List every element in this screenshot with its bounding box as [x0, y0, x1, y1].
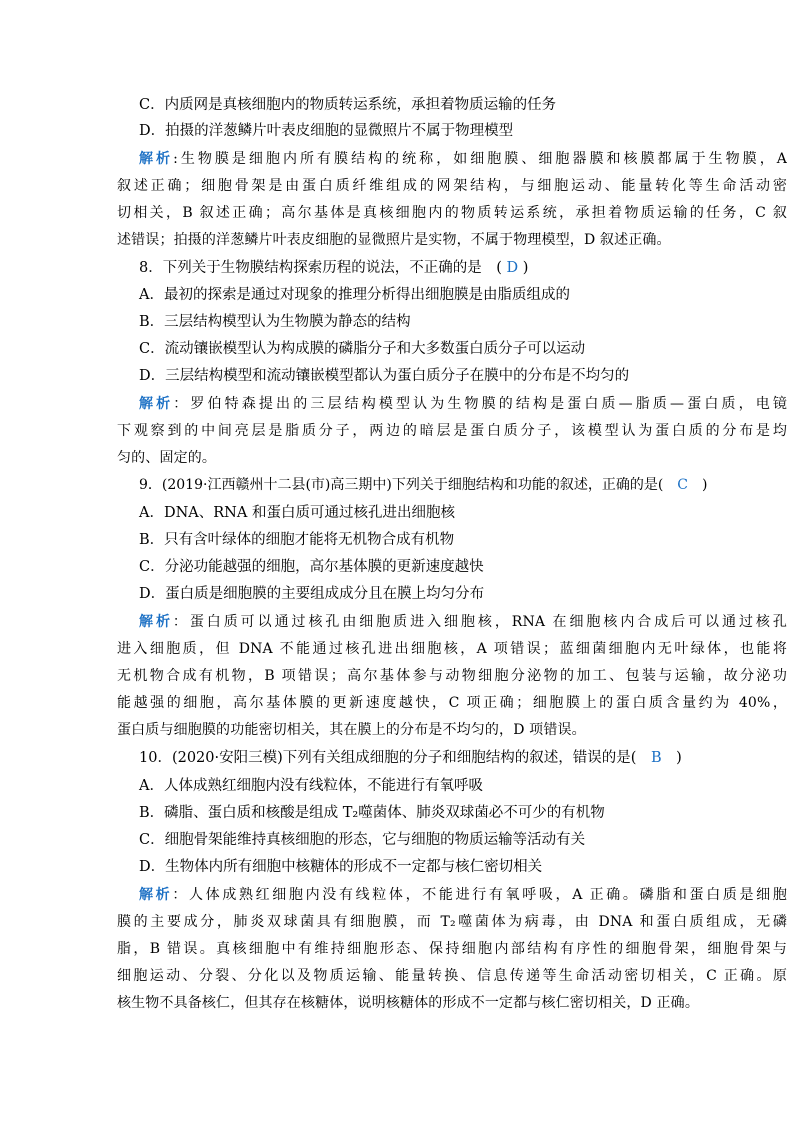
option-b: B．磷脂、蛋白质和核酸是组成 T₂噬菌体、肺炎双球菌必不可少的有机物 [139, 805, 605, 821]
analysis-label: 解析 [139, 887, 173, 903]
option-c: C．分泌功能越强的细胞，高尔基体膜的更新速度越快 [139, 559, 484, 575]
answer-10: B [650, 750, 662, 766]
analysis-line: 解析:生物膜是细胞内所有膜结构的统称，如细胞膜、细胞器膜和核膜都属于生物膜，A [139, 151, 787, 167]
analysis-line: 切相关，B 叙述正确；高尔基体是真核细胞内的物质转运系统，承担着物质运输的任务，C 叙 [117, 205, 787, 221]
question-9-stem: 9．(2019·江西赣州十二县(市)高三期中)下列关于细胞结构和功能的叙述，正确的是( C ) [139, 477, 708, 493]
answer-9: C [677, 477, 689, 493]
analysis-line: 述错误；拍摄的洋葱鳞片叶表皮细胞的显微照片是实物，不属于物理模型，D 叙述正确。 [117, 232, 671, 248]
option-a: A．DNA、RNA 和蛋白质可通过核孔进出细胞核 [139, 505, 455, 521]
option-d: D．拍摄的洋葱鳞片叶表皮细胞的显微照片不属于物理模型 [139, 123, 514, 139]
option-c: C．内质网是真核细胞内的物质转运系统，承担着物质运输的任务 [139, 97, 557, 113]
question-10-stem: 10．(2020·安阳三模)下列有关组成细胞的分子和细胞结构的叙述，错误的是( B ) [139, 750, 682, 766]
analysis-line: 进入细胞质，但 DNA 不能通过核孔进出细胞核，A 项错误；蓝细菌细胞内无叶绿体，也能将 [117, 641, 787, 657]
option-a: A．人体成熟红细胞内没有线粒体，不能进行有氧呼吸 [139, 778, 483, 794]
analysis-line: 膜的主要成分，肺炎双球菌具有细胞膜，而 T₂噬菌体为病毒，由 DNA 和蛋白质组成，无磷 [117, 914, 787, 930]
analysis-line: 无机物合成有机物，B 项错误；高尔基体参与动物细胞分泌物的加工、包装与运输，故分泌功 [117, 668, 787, 684]
analysis-line: 匀的、固定的。 [117, 450, 217, 466]
analysis-label: 解析 [139, 614, 173, 630]
analysis-line: 解析：人体成熟红细胞内没有线粒体，不能进行有氧呼吸，A 正确。磷脂和蛋白质是细胞 [139, 887, 787, 903]
analysis-line: 核生物不具备核仁，但其存在核糖体，说明核糖体的形成不一定都与核仁密切相关，D 正确。 [117, 995, 699, 1011]
option-c: C．流动镶嵌模型认为构成膜的磷脂分子和大多数蛋白质分子可以运动 [139, 341, 586, 357]
analysis-line: 解析：蛋白质可以通过核孔由细胞质进入细胞核，RNA 在细胞核内合成后可以通过核孔 [139, 614, 787, 630]
option-b: B．只有含叶绿体的细胞才能将无机物合成有机物 [139, 532, 455, 548]
answer-8: D [506, 260, 519, 276]
analysis-label: 解析 [139, 396, 174, 412]
option-c: C．细胞骨架能维持真核细胞的形态，它与细胞的物质运输等活动有关 [139, 832, 586, 848]
question-8-stem: 8．下列关于生物膜结构探索历程的说法，不正确的是 ( D ) [139, 260, 529, 276]
option-b: B．三层结构模型认为生物膜为静态的结构 [139, 314, 411, 330]
option-d: D．三层结构模型和流动镶嵌模型都认为蛋白质分子在膜中的分布是不均匀的 [139, 368, 630, 384]
analysis-line: 脂，B 错误。真核细胞中有维持细胞形态、保持细胞内部结构有序性的细胞骨架，细胞骨架与 [117, 941, 787, 957]
analysis-line: 蛋白质与细胞膜的功能密切相关，其在膜上的分布是不均匀的，D 项错误。 [117, 722, 586, 738]
analysis-line: 下观察到的中间亮层是脂质分子，两边的暗层是蛋白质分子，该模型认为蛋白质的分布是均 [117, 423, 787, 439]
analysis-line: 解析：罗伯特森提出的三层结构模型认为生物膜的结构是蛋白质—脂质—蛋白质，电镜 [139, 396, 787, 412]
option-d: D．蛋白质是细胞膜的主要组成成分且在膜上均匀分布 [139, 586, 485, 602]
analysis-line: 细胞运动、分裂、分化以及物质运输、能量转换、信息传递等生命活动密切相关，C 正确。原 [117, 968, 787, 984]
option-a: A．最初的探索是通过对现象的推理分析得出细胞膜是由脂质组成的 [139, 287, 570, 303]
analysis-label: 解析 [139, 151, 174, 167]
analysis-line: 能越强的细胞，高尔基体膜的更新速度越快，C 项正确；细胞膜上的蛋白质含量约为 40%， [117, 695, 787, 711]
option-d: D．生物体内所有细胞中核糖体的形成不一定都与核仁密切相关 [139, 859, 543, 875]
analysis-line: 叙述正确；细胞骨架是由蛋白质纤维组成的网架结构，与细胞运动、能量转化等生命活动密 [117, 178, 787, 194]
